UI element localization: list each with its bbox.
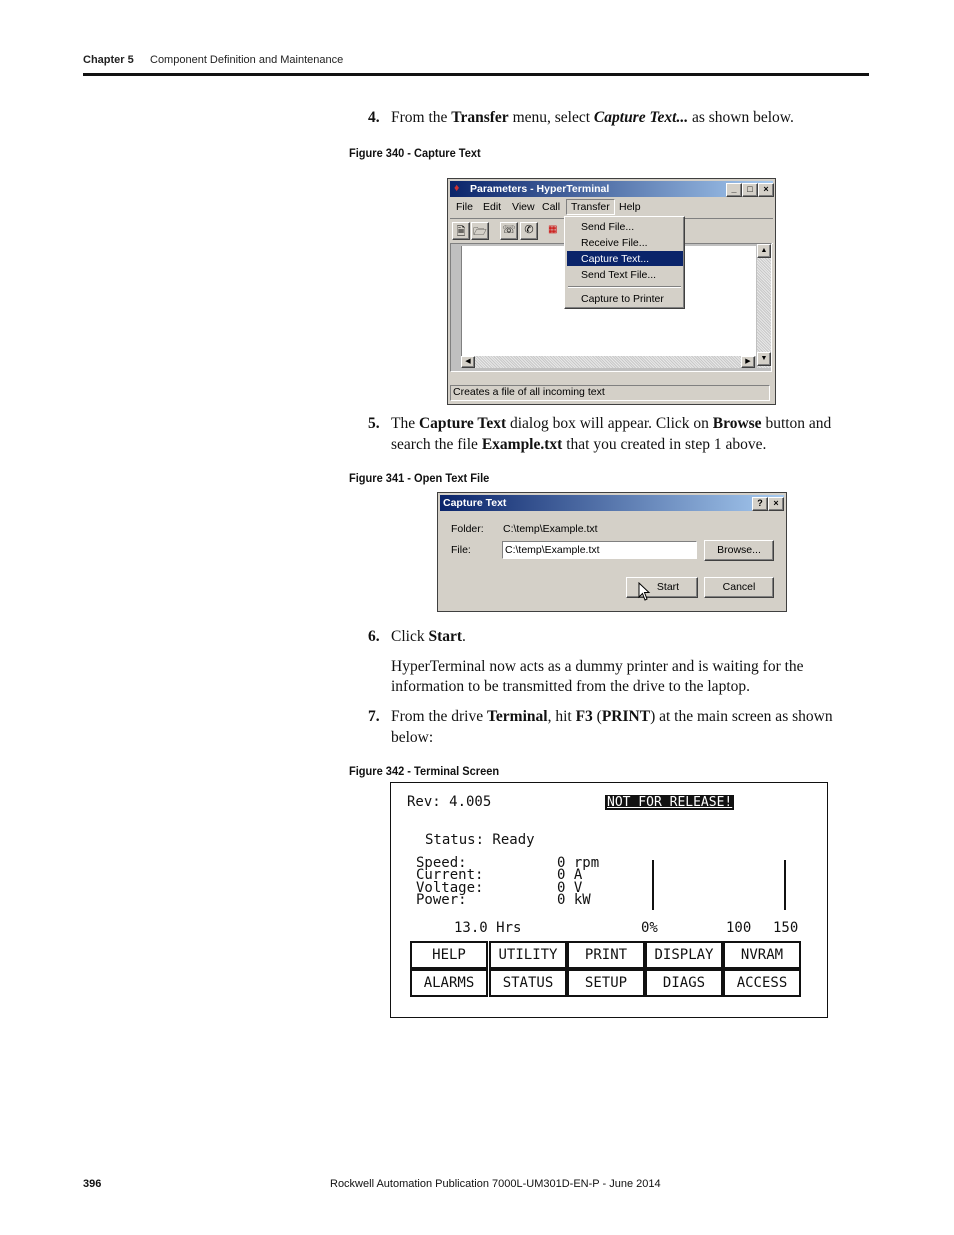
page-number: 396 [83,1178,102,1190]
step-5: 5. The Capture Text dialog box will appear. Click on Browse button and search the file Example.txt that you created in step 1 above. [368,415,832,453]
publication-info: Rockwell Automation Publication 7000L-UM301D-EN-P - June 2014 [330,1178,661,1190]
menu-view[interactable]: View [512,201,535,213]
menu-help[interactable]: Help [619,201,641,213]
voltage-value: 0 V [557,880,583,896]
figure-341-caption: Figure 341 - Open Text File [349,471,490,485]
key-alarms[interactable]: ALARMS [410,969,488,997]
mouse-cursor-icon [638,582,652,602]
hyperterminal-window [447,178,776,405]
percent-text: 0% [641,920,658,936]
new-icon[interactable]: 🗎 [452,222,470,240]
menu-file[interactable]: File [456,201,473,213]
menu-item-receive-file[interactable]: Receive File... [581,237,648,249]
menu-edit[interactable]: Edit [483,201,502,213]
step-7: 7. From the drive Terminal, hit F3 (PRINT) at the main screen as shown below: [368,708,833,746]
key-print[interactable]: PRINT [567,941,645,969]
speed-value: 0 rpm [557,855,600,871]
status-text: Status: Ready [425,832,535,848]
key-nvram[interactable]: NVRAM [723,941,801,969]
hyperterminal-titlebar [450,181,773,197]
key-display[interactable]: DISPLAY [645,941,723,969]
file-label: File: [451,544,471,556]
start-button[interactable] [626,577,698,598]
header-rule [83,73,869,76]
send-icon[interactable]: ▦ [548,224,558,235]
power-value: 0 kW [557,892,591,908]
menu-item-capture-to-printer[interactable]: Capture to Printer [581,293,664,305]
chapter-label: Chapter 5 [83,54,134,66]
chapter-title: Component Definition and Maintenance [150,54,344,66]
key-utility[interactable]: UTILITY [489,941,567,969]
disconnect-icon[interactable]: ✆ [520,222,538,240]
scroll-left-icon[interactable]: ◀ [461,356,475,368]
folder-label: Folder: [451,523,484,535]
status-bar [450,385,770,401]
scroll-down-icon[interactable]: ▼ [757,352,771,366]
file-input-value: C:\temp\Example.txt [505,544,600,556]
window-title: Parameters - HyperTerminal [470,183,610,195]
dialog-title: Capture Text [443,497,507,509]
app-icon: ♦ [454,182,460,194]
scroll-right-icon[interactable]: ▶ [741,356,755,368]
transfer-menu [564,216,685,309]
bar-graph-right-marker [784,860,786,910]
close-icon[interactable]: × [758,183,774,197]
status-text: Creates a file of all incoming text [453,386,605,398]
power-label: Power: [416,892,467,908]
menu-call[interactable]: Call [542,201,561,213]
scale-100: 100 [726,920,752,936]
menu-bar [450,199,773,216]
browse-button[interactable]: Browse... [704,540,774,561]
open-icon[interactable]: 🗁 [471,222,489,240]
dialog-titlebar [440,495,784,511]
voltage-label: Voltage: [416,880,484,896]
scale-150: 150 [773,920,799,936]
key-access[interactable]: ACCESS [723,969,801,997]
connect-icon[interactable]: ☏ [500,222,518,240]
figure-340-caption: Figure 340 - Capture Text [349,146,481,160]
vertical-scrollbar[interactable] [757,244,771,368]
terminal-screen [390,782,828,1018]
menu-transfer[interactable]: Transfer [566,199,615,215]
paragraph-hyperterminal: HyperTerminal now acts as a dummy printer and is waiting for the information to be transmitted from the drive to the laptop. [391,658,804,695]
menu-separator [568,286,681,288]
key-diags[interactable]: DIAGS [645,969,723,997]
speed-label: Speed: [416,855,467,871]
capture-text-dialog [437,492,787,612]
scroll-up-icon[interactable]: ▲ [757,244,771,258]
current-value: 0 A [557,867,583,883]
key-help[interactable]: HELP [410,941,488,969]
cancel-button[interactable]: Cancel [704,577,774,598]
key-status[interactable]: STATUS [489,969,567,997]
minimize-icon[interactable]: _ [726,183,742,197]
folder-value: C:\temp\Example.txt [503,523,598,535]
file-input[interactable] [502,541,697,559]
maximize-icon[interactable]: □ [742,183,758,197]
horizontal-scrollbar[interactable] [461,356,755,368]
figure-342-caption: Figure 342 - Terminal Screen [349,764,500,778]
menu-item-capture-text[interactable]: Capture Text... [581,253,650,265]
help-icon[interactable]: ? [752,497,768,511]
close-icon[interactable]: × [768,497,784,511]
revision-text: Rev: 4.005 [407,794,492,810]
release-banner: NOT FOR RELEASE! [607,795,733,810]
current-label: Current: [416,867,484,883]
key-setup[interactable]: SETUP [567,969,645,997]
menu-item-send-text-file[interactable]: Send Text File... [581,269,657,281]
bar-graph-left-marker [652,860,654,910]
menu-item-send-file[interactable]: Send File... [581,221,635,233]
start-label: Start [656,581,680,593]
hours-text: 13.0 Hrs [454,920,522,936]
